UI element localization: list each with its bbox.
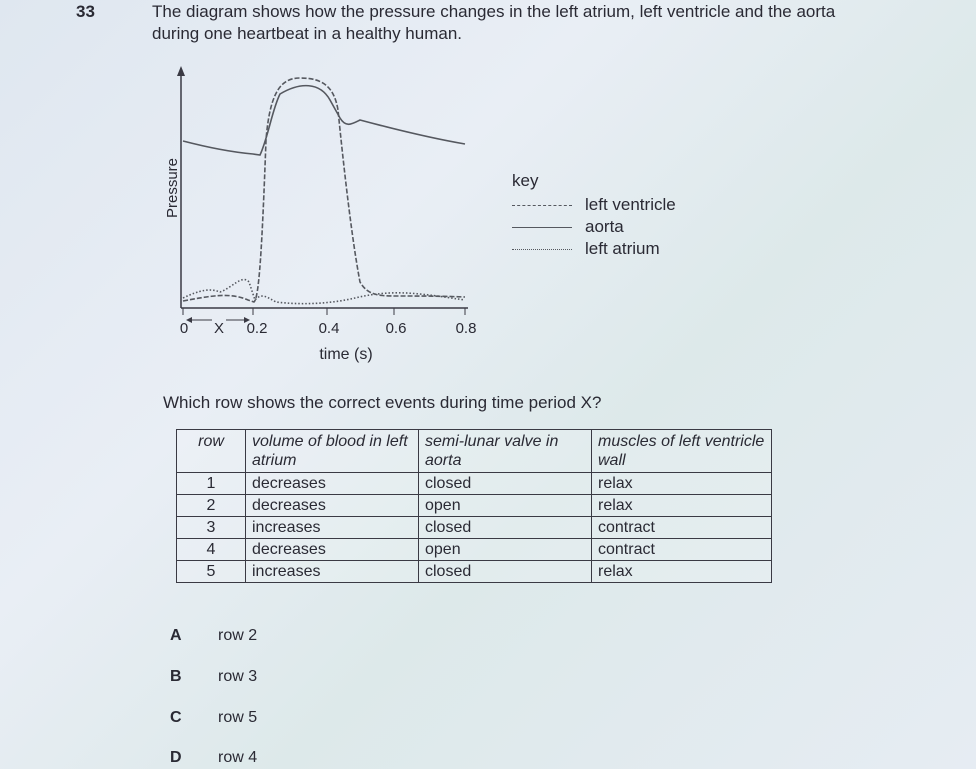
tick-label-02: 0.2 <box>246 320 268 337</box>
tick-label-04: 0.4 <box>318 320 340 337</box>
cell-muscles: relax <box>592 495 772 517</box>
cell-valve: closed <box>419 517 592 539</box>
option-letter: B <box>170 668 182 685</box>
option-c[interactable] <box>170 709 257 727</box>
option-letter: C <box>170 709 182 726</box>
table-row <box>177 517 772 539</box>
header-semilunar-valve: semi-lunar valve in aorta <box>419 430 592 473</box>
cell-muscles: relax <box>592 561 772 583</box>
key-title: key <box>512 171 539 190</box>
left-atrium-curve <box>183 280 465 304</box>
option-text: row 4 <box>218 749 258 766</box>
key-item-aorta <box>512 219 712 239</box>
question-text-line1: The diagram shows how the pressure changes in the left atrium, left ventricle and the aorta <box>152 2 836 21</box>
option-letter: D <box>170 749 182 766</box>
dotted-line-swatch <box>512 249 572 250</box>
cell-volume: increases <box>246 561 419 583</box>
cell-volume: decreases <box>246 495 419 517</box>
option-text: row 5 <box>218 709 258 726</box>
row-number: 5 <box>177 561 246 583</box>
option-text: row 2 <box>218 627 258 644</box>
option-a[interactable] <box>170 627 257 645</box>
dashed-line-swatch <box>512 205 572 206</box>
option-letter: A <box>170 627 182 644</box>
key-label: aorta <box>585 217 624 236</box>
cell-muscles: relax <box>592 473 772 495</box>
table-row <box>177 561 772 583</box>
option-d[interactable] <box>170 749 257 767</box>
tick-label-0: 0 <box>179 320 189 337</box>
key-item-left-atrium <box>512 241 712 261</box>
pressure-diagram <box>150 60 500 365</box>
table-row <box>177 539 772 561</box>
header-volume-left-atrium: volume of blood in left atrium <box>246 430 419 473</box>
key-label: left atrium <box>585 239 660 258</box>
cell-volume: increases <box>246 517 419 539</box>
cell-valve: closed <box>419 561 592 583</box>
cell-volume: decreases <box>246 539 419 561</box>
row-number: 2 <box>177 495 246 517</box>
answer-table <box>176 429 772 583</box>
question-prompt: Which row shows the correct events during time period X? <box>163 393 602 412</box>
option-text: row 3 <box>218 668 258 685</box>
question-text <box>152 1 952 45</box>
question-number: 33 <box>76 2 95 21</box>
cell-muscles: contract <box>592 517 772 539</box>
tick-label-06: 0.6 <box>385 320 407 337</box>
cell-muscles: contract <box>592 539 772 561</box>
option-b[interactable] <box>170 668 257 686</box>
table-header-row <box>177 430 772 473</box>
y-axis-arrow <box>177 66 185 76</box>
key-item-left-ventricle <box>512 197 712 217</box>
period-x-label: X <box>213 320 225 337</box>
header-row: row <box>177 430 246 473</box>
cell-volume: decreases <box>246 473 419 495</box>
table-row <box>177 495 772 517</box>
question-text-line2: during one heartbeat in a healthy human. <box>152 24 463 43</box>
header-ventricle-muscles: muscles of left ventricle wall <box>592 430 772 473</box>
x-axis-label: time (s) <box>319 346 373 363</box>
aorta-curve <box>183 86 465 155</box>
cell-valve: open <box>419 539 592 561</box>
solid-line-swatch <box>512 227 572 228</box>
row-number: 4 <box>177 539 246 561</box>
tick-label-08: 0.8 <box>455 320 477 337</box>
y-axis-label: Pressure <box>164 157 181 219</box>
key-label: left ventricle <box>585 195 676 214</box>
cell-valve: closed <box>419 473 592 495</box>
table-row <box>177 473 772 495</box>
row-number: 1 <box>177 473 246 495</box>
cell-valve: open <box>419 495 592 517</box>
diagram-key <box>512 171 676 258</box>
row-number: 3 <box>177 517 246 539</box>
left-ventricle-curve <box>183 78 465 302</box>
